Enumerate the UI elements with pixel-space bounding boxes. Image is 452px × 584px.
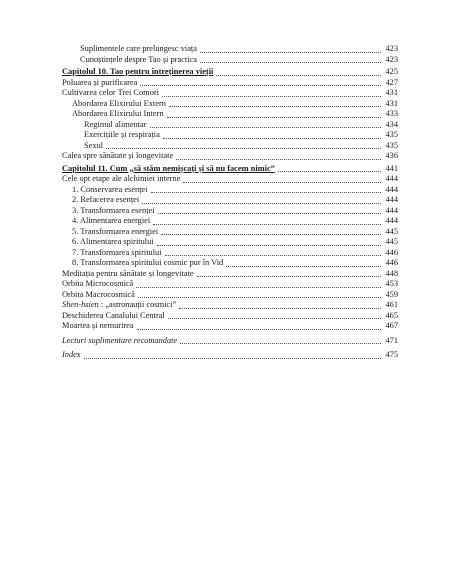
dot-leader [150, 127, 381, 128]
toc-entry-title: Abordarea Elixirului Intern [72, 109, 164, 118]
toc-entry [62, 321, 398, 332]
toc-entry-title: Cele opt etape ale alchimiei interne [62, 174, 181, 183]
toc-entry [62, 311, 398, 322]
toc-entry-page: 425 [385, 67, 398, 76]
toc-entry-page: 435 [385, 130, 398, 139]
toc-entry [62, 120, 398, 131]
toc-entry-title: Suplimentele care prelungesc viața [80, 44, 197, 53]
toc-entry [62, 141, 398, 152]
toc-entry-title: Moartea și nemurirea [62, 321, 134, 330]
toc-entry-page: 423 [385, 44, 398, 53]
dot-leader [153, 224, 381, 225]
toc-entry-page: 467 [385, 321, 398, 330]
dot-leader [180, 343, 381, 344]
toc-entry [62, 206, 398, 217]
toc-entry-page: 435 [385, 140, 398, 150]
toc-entry [62, 164, 398, 175]
toc-entry-page: 444 [385, 195, 398, 204]
toc-entry-title: 3. Transformarea esenței [72, 205, 155, 215]
dot-leader [168, 318, 381, 319]
dot-leader [176, 159, 381, 160]
toc-entry [62, 55, 398, 66]
toc-entry [62, 258, 398, 269]
dot-leader [183, 182, 381, 183]
toc-entry-page: 453 [385, 279, 398, 288]
toc-entry-page: 444 [385, 184, 398, 194]
toc-entry-title: 1. Conservarea esenței [72, 184, 148, 194]
toc-entry-title: Deschiderea Canalului Central [62, 310, 165, 320]
dot-leader [165, 255, 381, 256]
toc-entry-title-italic: Shen-hsien [62, 300, 99, 309]
dot-leader [162, 96, 381, 97]
toc-entry [62, 237, 398, 248]
toc-entry-page: 465 [385, 310, 398, 320]
dot-leader [200, 62, 381, 63]
toc-entry [62, 78, 398, 89]
toc-entry [62, 195, 398, 206]
toc-entry [62, 99, 398, 110]
toc-entry [62, 88, 398, 99]
dot-leader [138, 297, 381, 298]
toc-entry [62, 151, 398, 162]
toc-entry-page: 461 [385, 300, 398, 309]
toc-entry-title: Poluarea și purificarea [62, 77, 138, 87]
toc-entry-title: Abordarea Elixirului Extern [72, 98, 166, 108]
toc-entry-title: 7. Transformarea spiritului [72, 247, 162, 257]
toc-entry-page: 446 [385, 247, 398, 257]
toc-entry [62, 130, 398, 141]
toc-entry [62, 185, 398, 196]
dot-leader [278, 171, 381, 172]
dot-leader [158, 213, 381, 214]
dot-leader [226, 266, 381, 267]
dot-leader [161, 234, 381, 235]
toc-entry-title: Lecturi suplimentare recomandate [62, 335, 178, 345]
toc-entry-title: Sexul [84, 140, 104, 150]
dot-leader [137, 329, 381, 330]
toc-entry-page: 444 [385, 205, 398, 215]
dot-leader [157, 245, 381, 246]
toc-entry-page: 431 [385, 88, 398, 97]
toc-entry [62, 248, 398, 259]
toc-entry [62, 67, 398, 78]
toc-entry-page: 433 [385, 109, 398, 118]
toc-entry [62, 109, 398, 120]
toc-entry-page: 436 [385, 151, 398, 160]
toc-entry-page: 444 [385, 216, 398, 225]
dot-leader [136, 287, 381, 288]
toc-entry-page: 431 [385, 98, 398, 108]
dot-leader [179, 308, 381, 309]
dot-leader [163, 138, 381, 139]
dot-leader [197, 276, 381, 277]
dot-leader [169, 106, 381, 107]
toc-entry-page: 448 [385, 268, 398, 278]
toc-entry-title: Regimul alimentar [84, 119, 147, 129]
toc-entry-page: 459 [385, 289, 398, 299]
toc-entry-title: Capitolul 10. Tao pentru întreținerea vieții [62, 67, 214, 76]
dot-leader [106, 148, 381, 149]
dot-leader [200, 52, 381, 53]
toc-entry-page: 475 [385, 350, 398, 359]
toc-entry [62, 279, 398, 290]
toc-entry-page: 434 [385, 119, 398, 129]
toc-entry-page: 444 [385, 174, 398, 183]
toc-entry-page: 445 [385, 237, 398, 246]
toc-entry [62, 44, 398, 55]
toc-entry [62, 269, 398, 280]
toc-entry-title: 4. Alimentarea energiei [72, 216, 151, 225]
toc-entry-title: 6. Alimentarea spiritului [72, 237, 154, 246]
toc-entry [62, 174, 398, 185]
toc-entry-title: Exercițiile și respirația [84, 130, 160, 139]
toc-entry-title: Orbita Microcosmică [62, 279, 134, 288]
toc-entry-title: Cultivarea celor Trei Comori [62, 88, 159, 97]
dot-leader [216, 75, 381, 76]
toc-entry [62, 290, 398, 301]
toc-entry [62, 300, 398, 311]
toc-entry-title: Calea spre sănătate și longevitate [62, 151, 174, 160]
toc-entry-page: 446 [385, 258, 398, 267]
toc-entry-page: 423 [385, 54, 398, 64]
table-of-contents [62, 44, 398, 361]
dot-leader [151, 192, 381, 193]
dot-leader [142, 203, 381, 204]
dot-leader [140, 85, 381, 86]
toc-entry-page: 471 [385, 335, 398, 345]
toc-entry-title: Cunoștințele despre Tao și practica [80, 54, 197, 64]
toc-entry [62, 227, 398, 238]
toc-entry-page: 427 [385, 77, 398, 87]
toc-entry-title: Orbita Macrocosmică [62, 289, 135, 299]
toc-entry-title: Capitolul 11. Cum „să stăm nemișcați și să nu facem nimic” [62, 163, 275, 173]
toc-entry-page: 445 [385, 226, 398, 236]
toc-entry-title: 5. Transformarea energiei [72, 226, 159, 236]
toc-entry-page: 441 [385, 163, 398, 173]
dot-leader [84, 358, 381, 359]
toc-entry [62, 336, 398, 347]
toc-entry-title: 2. Refacerea esenței [72, 195, 140, 204]
toc-entry-title: Shen-hsien : „astronauții cosmici” [62, 300, 177, 309]
toc-entry-title: Meditația pentru sănătate și longevitate [62, 268, 194, 278]
toc-entry [62, 216, 398, 227]
dot-leader [167, 117, 381, 118]
toc-entry [62, 350, 398, 361]
toc-entry-title: 8. Transformarea spiritului cosmic pur în Vid [72, 258, 224, 267]
toc-entry-title: Index [62, 350, 81, 359]
